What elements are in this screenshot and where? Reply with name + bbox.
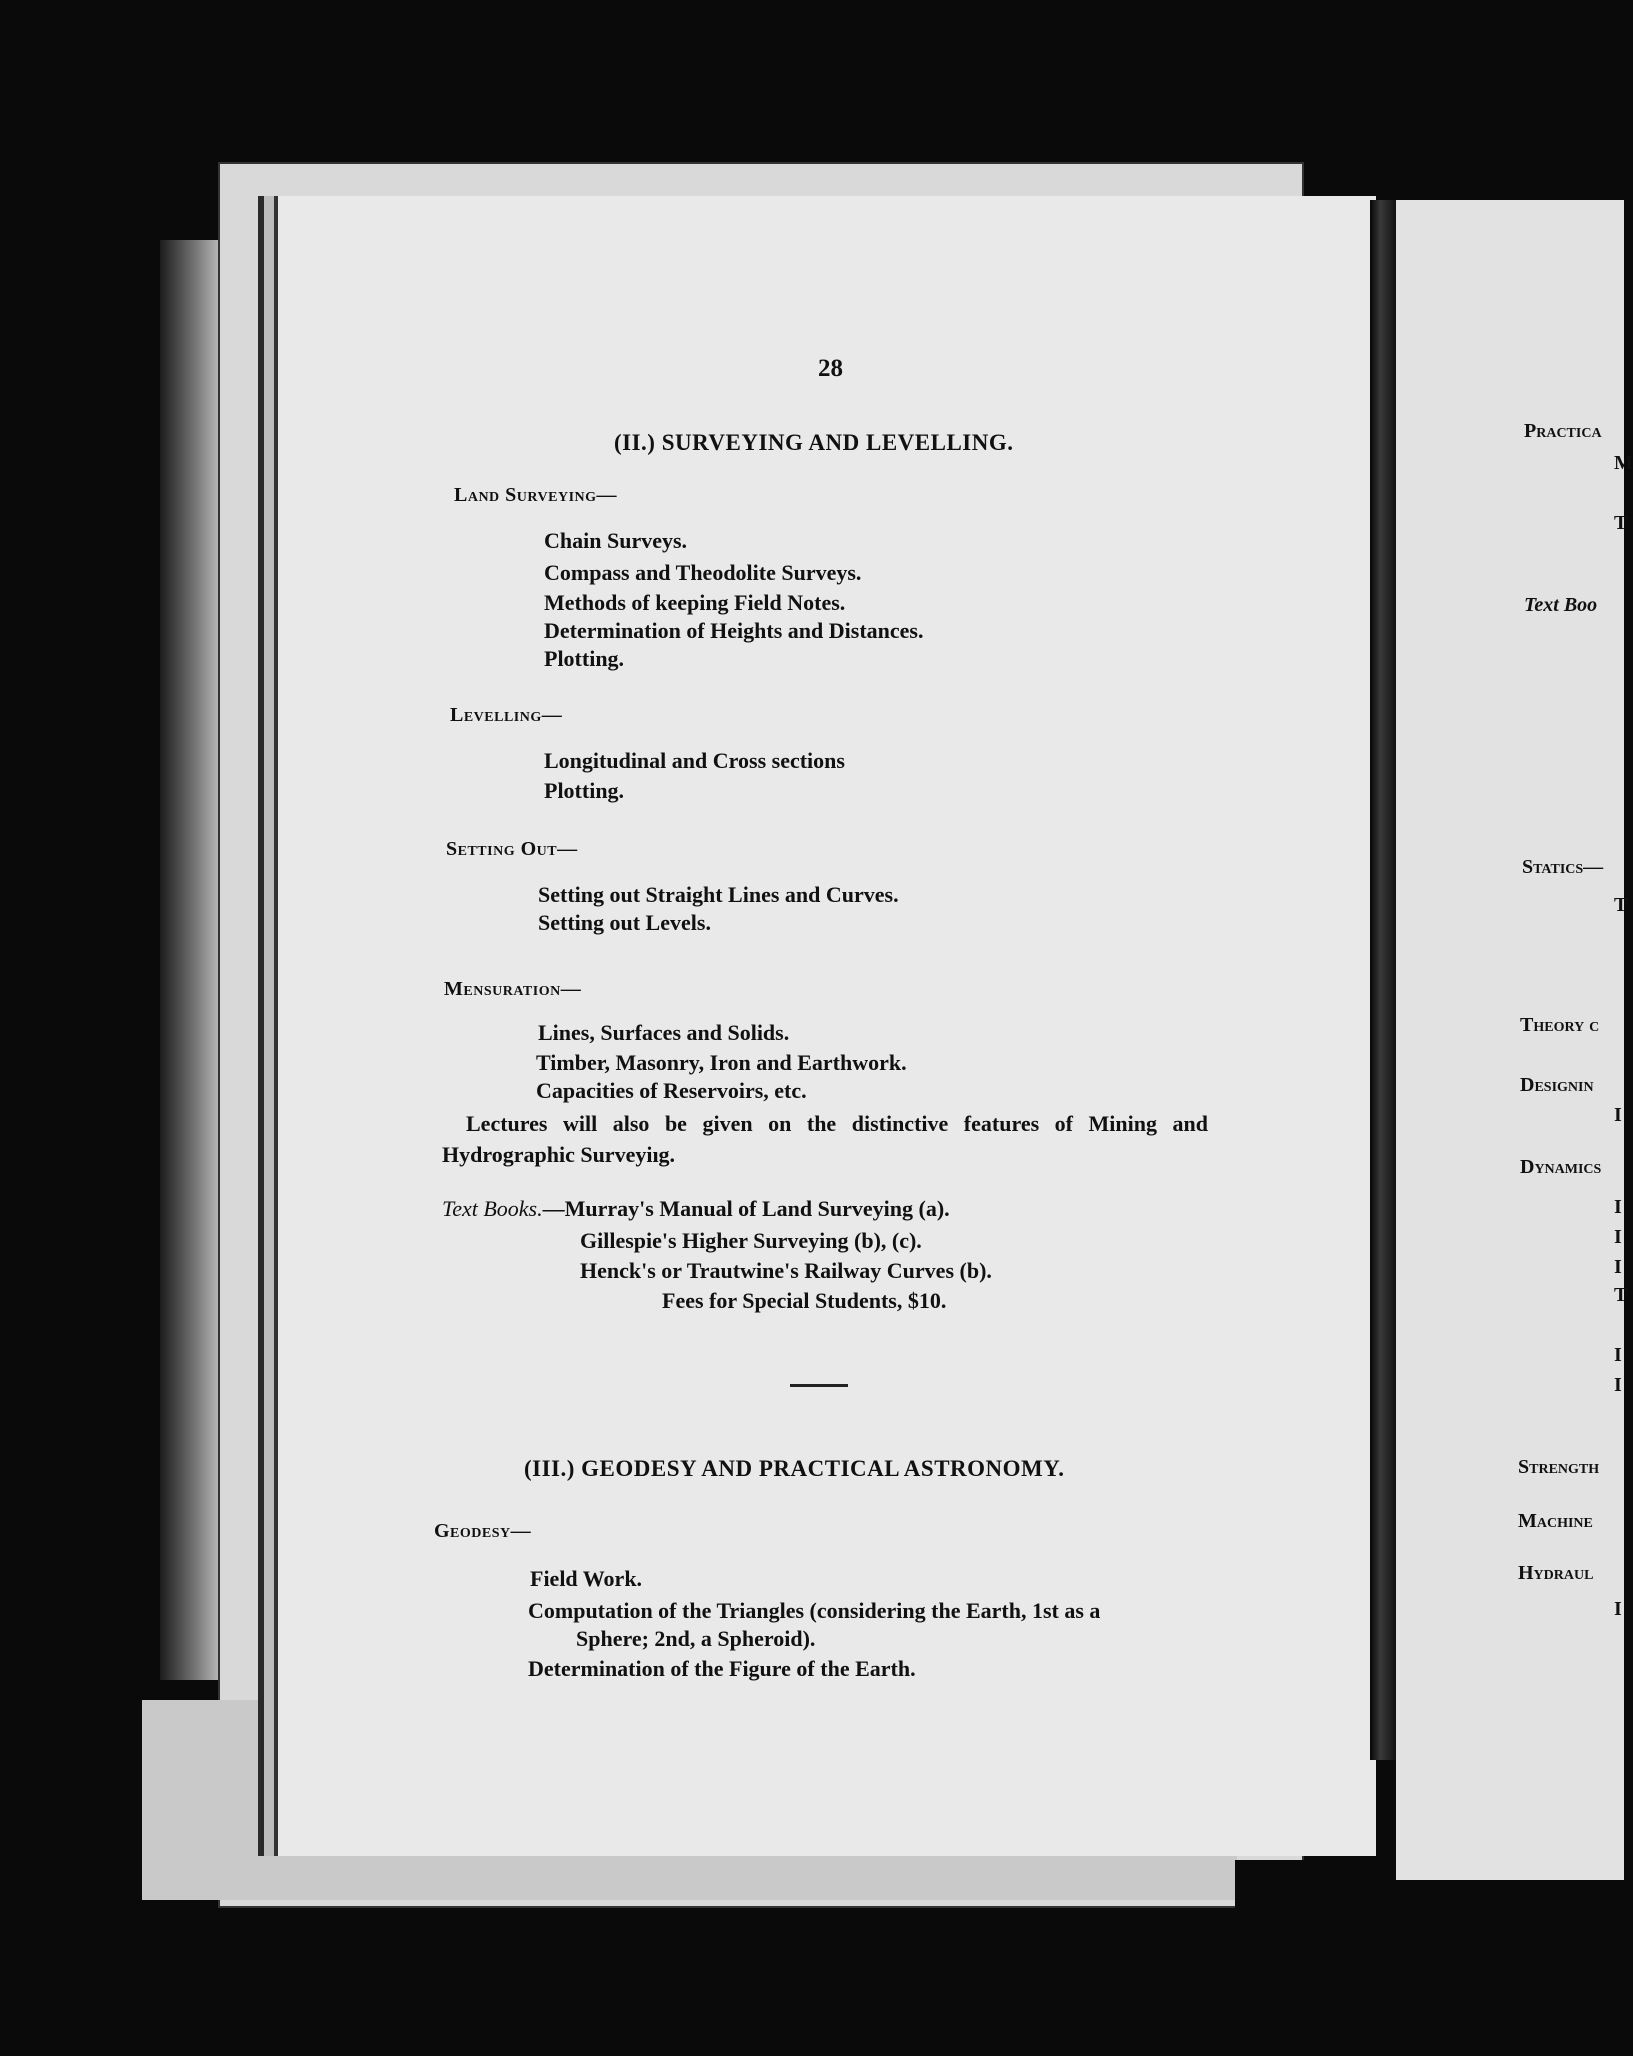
facing-text-fragment: I [1614,1196,1622,1218]
facing-text-fragment: T [1614,1284,1628,1306]
list-item: Determination of the Figure of the Earth. [528,1656,916,1681]
heading-levelling: Levelling— [450,704,563,726]
heading-setting-out: Setting Out— [446,838,578,860]
list-item: Lines, Surfaces and Solids. [538,1020,790,1045]
page-number: 28 [818,355,843,382]
background-corner [1235,1860,1624,2056]
text-book-item: —Murray's Manual of Land Surveying (a). [542,1196,950,1221]
list-item: Sphere; 2nd, a Spheroid). [576,1626,816,1651]
facing-text-fragment: I [1614,1374,1622,1396]
facing-text-fragment: Dynamics [1520,1156,1602,1178]
heading-mensuration: Mensuration— [444,978,582,1000]
text-book-item: Gillespie's Higher Surveying (b), (c). [580,1228,922,1253]
facing-text-fragment: I [1614,1598,1622,1620]
section-title-surveying: (II.) SURVEYING AND LEVELLING. [614,430,1014,455]
list-item: Capacities of Reservoirs, etc. [536,1078,807,1103]
facing-text-fragment: I [1614,1226,1622,1248]
facing-text-fragment: Theory c [1520,1014,1600,1036]
book-gutter [1370,200,1396,1760]
facing-text-fragment: T [1614,512,1628,534]
lectures-paragraph [442,1108,1208,1170]
list-item: Chain Surveys. [544,528,688,553]
heading-geodesy: Geodesy— [434,1520,532,1542]
heading-land-surveying: Land Surveying— [454,484,618,506]
facing-text-fragment: Practica [1524,420,1602,442]
list-item: Computation of the Triangles (considering the Earth, 1st as a [528,1598,1101,1623]
list-item: Setting out Levels. [538,910,711,935]
section-title-geodesy: (III.) GEODESY AND PRACTICAL ASTRONOMY. [524,1456,1065,1481]
facing-text-fragment: Strength [1518,1456,1600,1478]
fees-line: Fees for Special Students, $10. [662,1288,947,1313]
list-item: Determination of Heights and Distances. [544,618,924,643]
lectures-line-2: Hydrographic Surveyiıg. [442,1142,676,1167]
facing-text-fragment: M [1614,452,1633,474]
section-divider [790,1384,848,1387]
facing-text-fragment: I [1614,1104,1622,1126]
list-item: Plotting. [544,778,625,803]
list-item: Field Work. [530,1566,643,1591]
facing-text-fragment: Hydraul [1518,1562,1594,1584]
text-books-label: Text Books. [442,1196,543,1221]
facing-text-fragment: I [1614,1344,1622,1366]
book-left-edge [160,240,220,1680]
facing-text-fragment: I [1614,1256,1622,1278]
text-book-item: Henck's or Trautwine's Railway Curves (b). [580,1258,992,1283]
facing-text-fragment: Designin [1520,1074,1594,1096]
facing-text-fragment: T [1614,894,1628,916]
list-item: Timber, Masonry, Iron and Earthwork. [536,1050,907,1075]
facing-page [1396,200,1624,1880]
list-item: Compass and Theodolite Surveys. [544,560,862,585]
facing-text-fragment: Text Boo [1524,594,1598,616]
text-books-line [442,1196,950,1222]
lectures-line-1: Lectures will also be given on the distinctive features of Mining and [466,1111,1208,1136]
list-item: Plotting. [544,646,625,671]
list-item: Setting out Straight Lines and Curves. [538,882,899,907]
list-item: Methods of keeping Field Notes. [544,590,846,615]
facing-text-fragment: Machine [1518,1510,1593,1532]
facing-text-fragment: Statics— [1522,856,1604,878]
list-item: Longitudinal and Cross sections [544,748,845,773]
